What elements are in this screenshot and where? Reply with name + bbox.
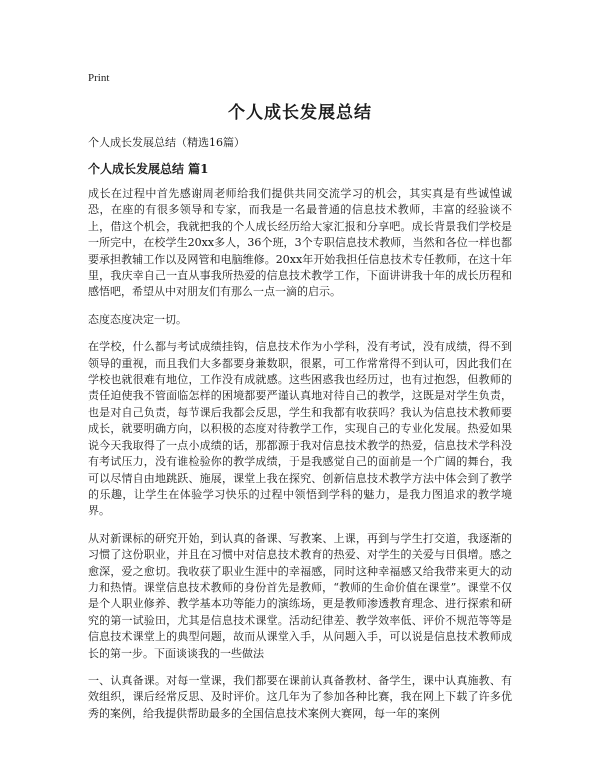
paragraph-1: 成长在过程中首先感谢周老师给我们提供共同交流学习的机会，其实真是有些诚惶诚恐，在座的有很多领导和专家，而我是一名最普通的信息技术教师，丰富的经验谈不上，借这个机会，我就把我的个人成长经历给大家汇报和分享吧。成长背景我们学校是一所完中，在校学生20xx多人，36个班，3个专职信息技术教师，当然和各位一样也都要承担教辅工作以及网管和电脑维修。20xx年开始我担任信息技术专任教师，在这十年里，我庆幸自己一直从事我所热爱的信息技术教学工作，下面讲讲我十年的成长历程和感悟吧，希望从中对朋友们有那么一点一滴的启示。 bbox=[88, 187, 512, 299]
page-subtitle: 个人成长发展总结（精选16篇） bbox=[88, 136, 245, 149]
article-body bbox=[88, 186, 512, 722]
section-heading: 个人成长发展总结 篇1 bbox=[88, 162, 209, 176]
page-title: 个人成长发展总结 bbox=[228, 103, 372, 123]
paragraph-3: 在学校，什么都与考试成绩挂钩，信息技术作为小学科，没有考试，没有成绩，得不到领导的重视，而且我们大多都要身兼数职，很累，可工作常常得不到认可，因此我们在学校也就很难有地位，工作没有成就感。这些困惑我也经历过，也有过抱怨，但教师的责任迫使我不管面临怎样的困境都要严谨认真地对待自己的教学，这既是对学生负责，也是对自己负责，每节课后我都会反思，学生和我都有收获吗？我认为信息技术教师要成长，就要明确方向，以积极的态度对待教学工作，实现自己的专业化发展。热爱如果说今天我取得了一点小成绩的话，那都源于我对信息技术教学的热爱，信息技术学科没有考试压力，没有谁检验你的教学成绩，于是我感觉自己的面前是一个广阔的舞台，我可以尽情自由地跳跃、施展，课堂上我在探究、创新信息技术教学方法中体会到了教学的乐趣，让学生在体验学习快乐的过程中领悟到学科的魅力，是我力图追求的教学境界。 bbox=[88, 340, 512, 518]
paragraph-4: 从对新课标的研究开始，到认真的备课、写教案、上课，再到与学生打交道，我逐渐的习惯了这份职业，并且在习惯中对信息技术教育的热爱、对学生的关爱与日俱增。感之愈深，爱之愈切。我收获了职业生涯中的幸福感，同时这种幸福感又给我带来更大的动力和热情。课堂信息技术教师的身份首先是教师，“教师的生命价值在课堂”。课堂不仅是个人职业修养、教学基本功等能力的演练场，更是教师渗透教育理念、进行探索和研究的第一试验田，尤其是信息技术课堂。活动纪律差、教学效率低、评价不规范等等是信息技术课堂上的典型问题，故而从课堂入手，从问题入手，可以说是信息技术教师成长的第一步。下面谈谈我的一些做法 bbox=[88, 531, 512, 660]
paragraph-5: 一、认真备课。对每一堂课，我们都要在课前认真备教材、备学生，课中认真施教、有效组织，课后经常反思、及时评价。这几年为了参加各种比赛，我在网上下载了许多优秀的案例，给我提供帮助最多的全国信息技术案例大赛网，每一年的案例 bbox=[88, 673, 512, 720]
paragraph-2: 态度态度决定一切。 bbox=[88, 312, 187, 326]
print-link[interactable]: Print bbox=[88, 72, 110, 84]
